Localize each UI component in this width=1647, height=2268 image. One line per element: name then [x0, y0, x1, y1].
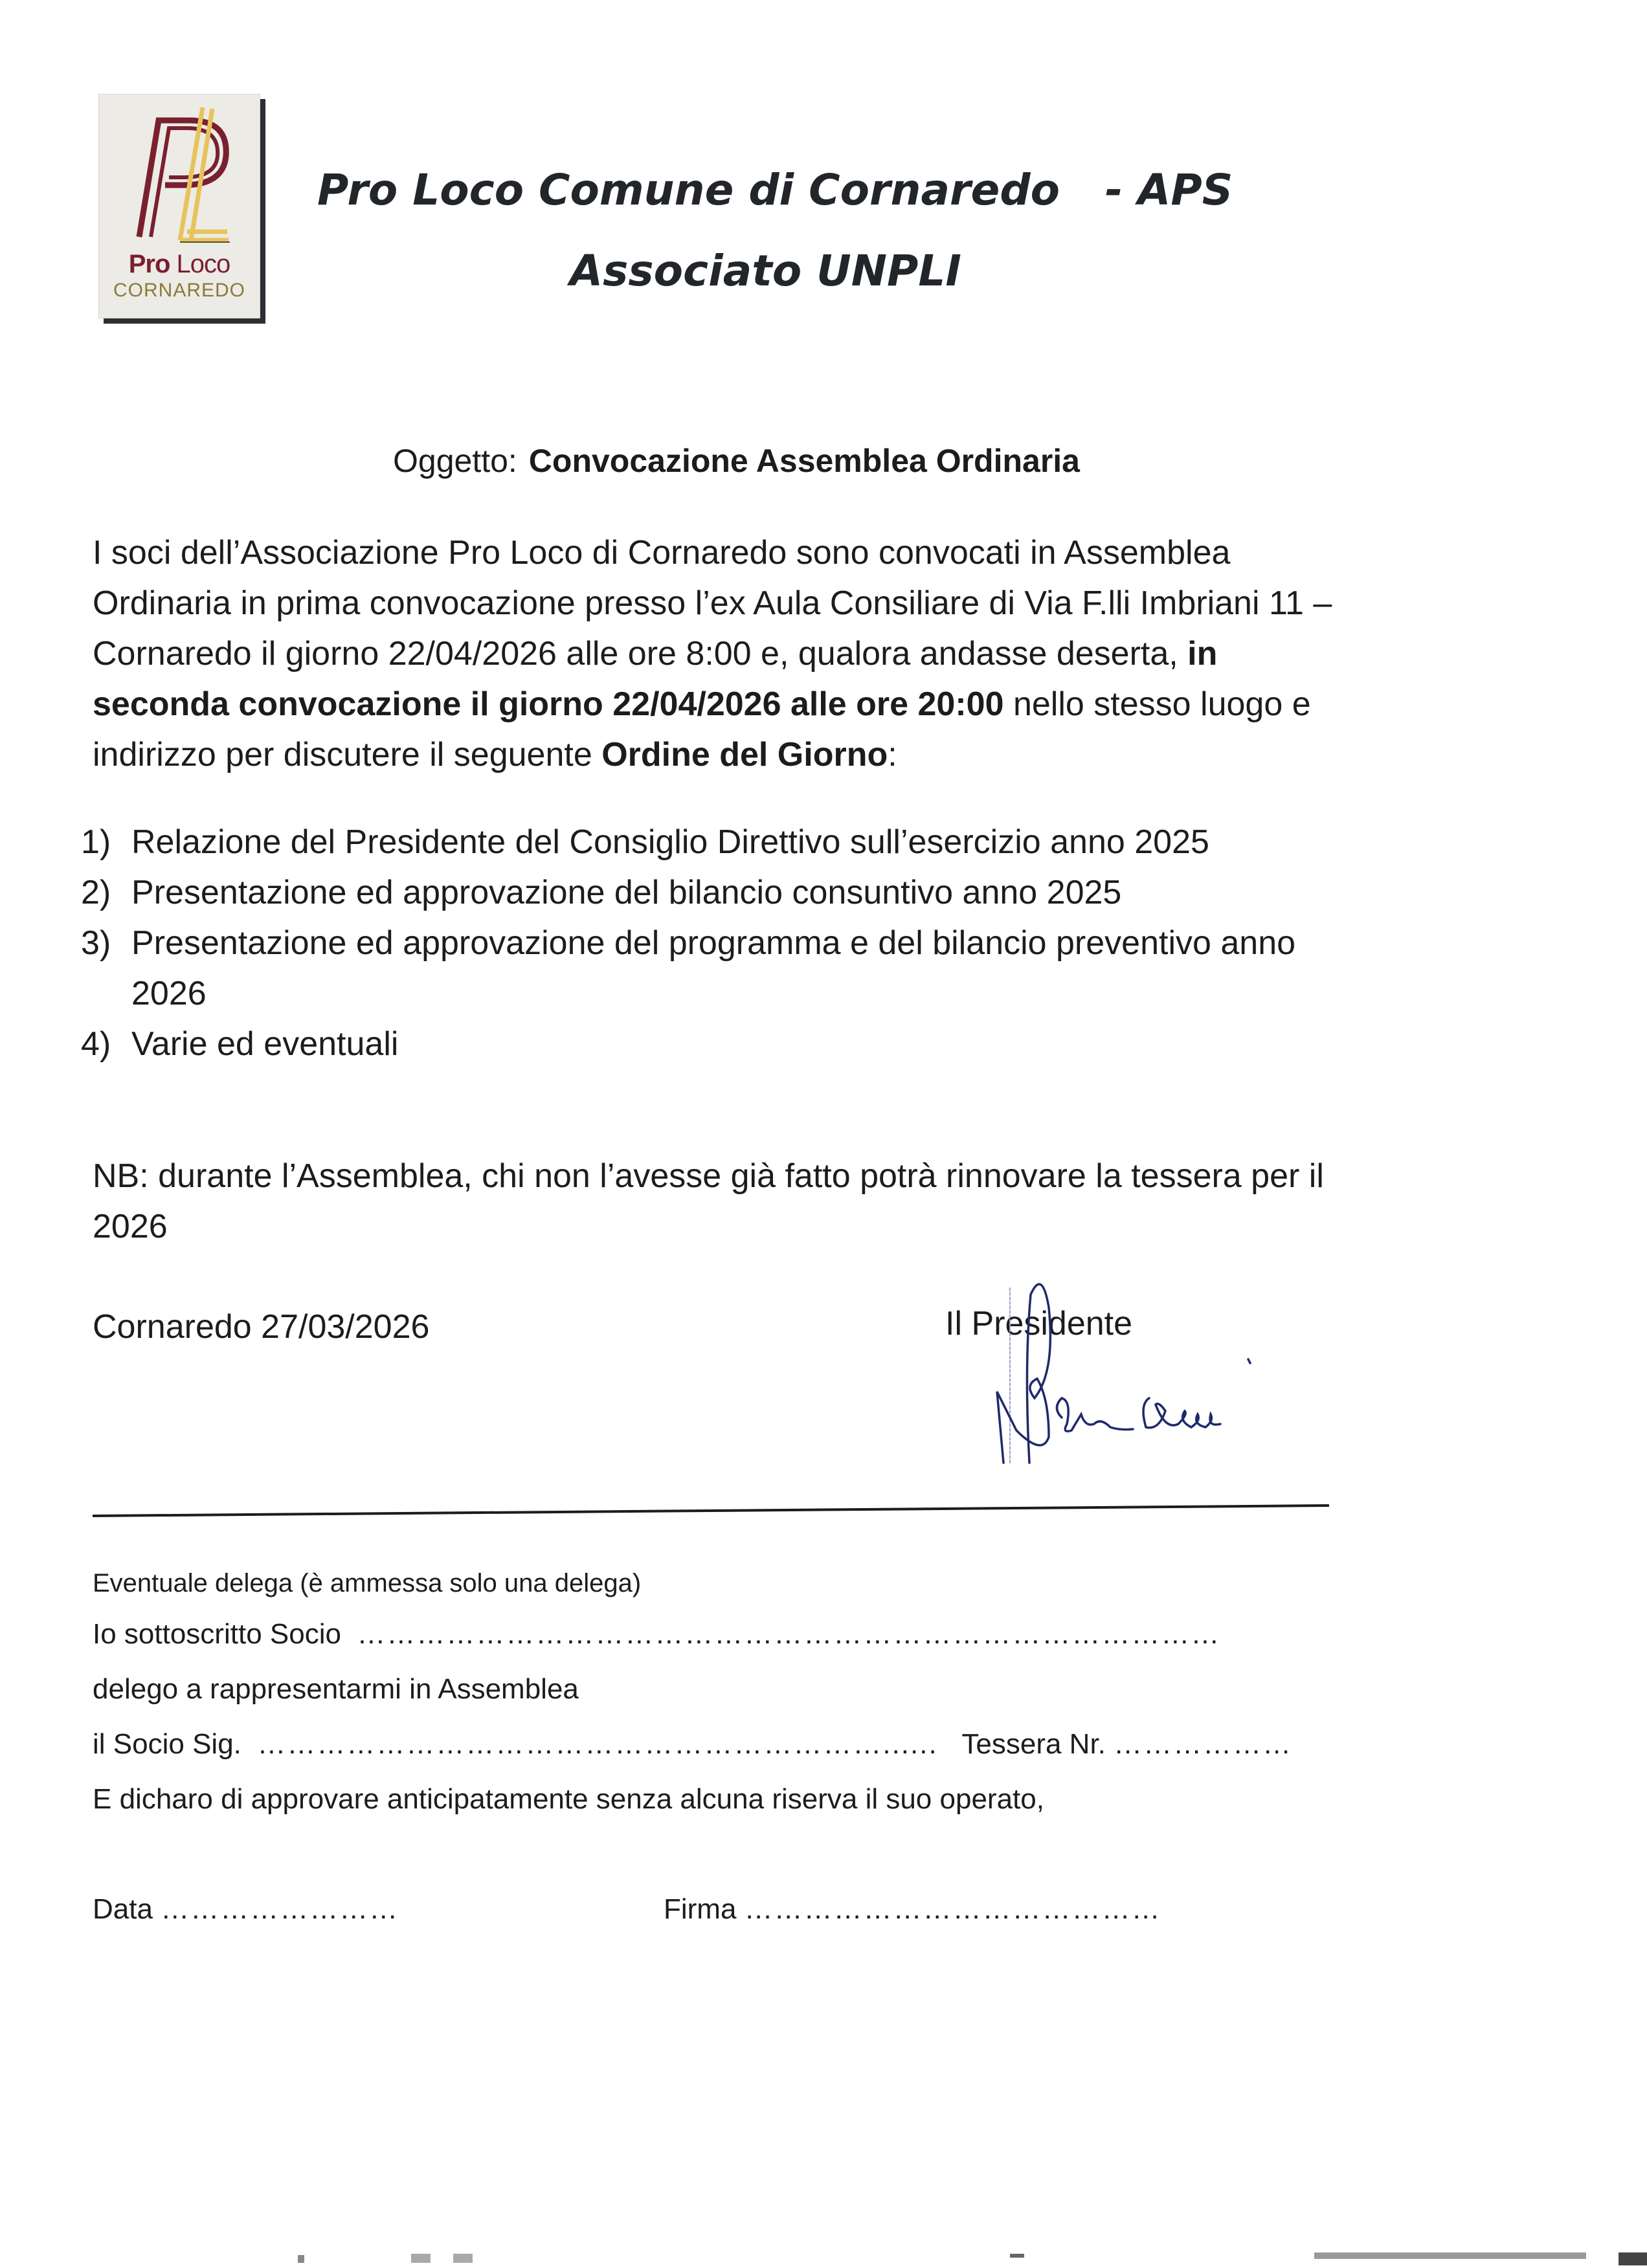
date-label: Data [93, 1893, 153, 1925]
agenda-item: 4) Varie ed eventuali [81, 1025, 399, 1063]
signature-field[interactable] [664, 1893, 1161, 1926]
agenda-item: 1) Relazione del Presidente del Consiglio Direttivo sull’esercizio anno 2025 [81, 823, 1209, 861]
second-convocation: seconda convocazione il giorno 22/04/2026 alle ore 20:00 [93, 685, 1004, 723]
scan-edge-artifacts [0, 2252, 1647, 2268]
convocation-paragraph: I soci dell’Associazione Pro Loco di Cornaredo sono convocati in Assemblea Ordinaria in prima convocazione presso l’ex Aula Consiliare di Via F.lli Imbriani 11 – Cornaredo il giorno 22/04/2026 alle ore 8:00 e, qualora andasse deserta, in seconda convocazione il giorno 22/04/2026 alle ore 20:00 nello stesso luogo e indirizzo per discutere il seguente Ordine del Giorno: [93, 534, 1332, 773]
membership-note: NB: durante l’Assemblea, chi non l’avesse già fatto potrà rinnovare la tessera per il 2026 [93, 1157, 1324, 1245]
card-number-label: Tessera Nr. [961, 1728, 1106, 1760]
signature-blank: …………………………………… [744, 1893, 1161, 1925]
member-name-field[interactable] [93, 1618, 1220, 1651]
logo-text-cornaredo: CORNAREDO [113, 280, 245, 301]
agenda-item: 3) Presentazione ed approvazione del programma e del bilancio preventivo anno [81, 924, 1296, 962]
agenda-list [81, 817, 1295, 1069]
date-field[interactable] [93, 1893, 399, 1926]
member-name-label: Io sottoscritto Socio [93, 1618, 341, 1650]
subject-line [393, 442, 1080, 480]
section-divider [93, 1504, 1329, 1517]
aps-suffix: - APS [1104, 165, 1233, 215]
delegate-name-blank[interactable]: ………………………………………………………...... [257, 1728, 938, 1760]
agenda-heading: Ordine del Giorno [601, 736, 888, 773]
delegate-row [93, 1728, 1292, 1761]
date-blank: …………………… [161, 1893, 399, 1925]
organization-subtitle: Associato UNPLI [570, 246, 961, 296]
agenda-item-continuation: 2026 [131, 975, 207, 1012]
handwritten-signature [965, 1269, 1327, 1489]
place-and-date: Cornaredo 27/03/2026 [93, 1308, 430, 1346]
card-number-blank[interactable]: ……………… [1114, 1728, 1293, 1760]
approval-statement: E dicharo di approvare anticipatamente senza alcuna riserva il suo operato, [93, 1783, 1044, 1815]
delegate-name-label: il Socio Sig. [93, 1728, 241, 1760]
subject-label: Oggetto: [393, 443, 517, 479]
organization-title: Pro Loco Comune di Cornaredo - APS [317, 165, 1233, 215]
proxy-form-title: Eventuale delega (è ammessa solo una delega) [93, 1569, 642, 1597]
logo-text-pro-loco: Pro Loco [128, 250, 230, 278]
signature-label: Firma [664, 1893, 737, 1925]
pro-loco-logo [98, 94, 260, 318]
signer-role: Il Presidente [945, 1305, 1133, 1342]
member-name-blank: …………………………………………………………………………… [357, 1618, 1221, 1650]
agenda-item: 2) Presentazione ed approvazione del bilancio consuntivo anno 2025 [81, 874, 1122, 911]
delegation-statement: delego a rappresentarmi in Assemblea [93, 1673, 579, 1705]
subject-value: Convocazione Assemblea Ordinaria [528, 443, 1080, 479]
